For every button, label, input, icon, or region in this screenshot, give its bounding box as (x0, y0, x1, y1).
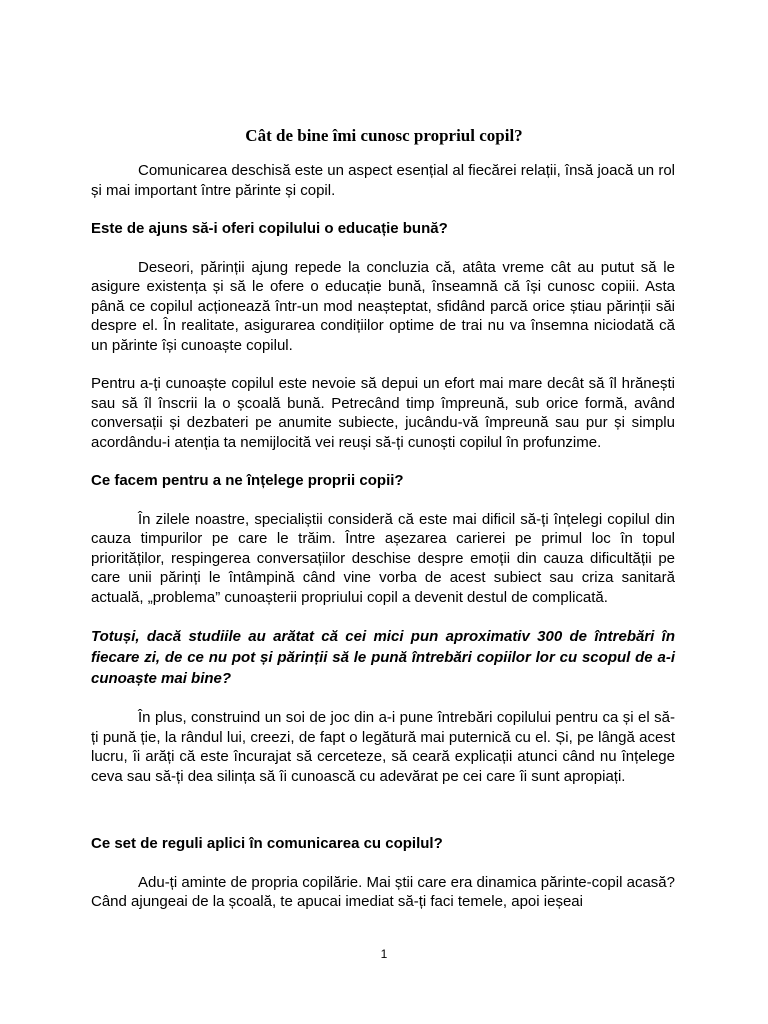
section-heading-2: Ce facem pentru a ne înțelege proprii copii? (91, 472, 404, 489)
paragraph-2: Pentru a-ți cunoaște copilul este nevoie să depui un efort mai mare decât să îl hrănești sau să îl înscrii la o școală bună. Petrecând timp împreună, sub orice formă, având conversații și dezbateri pe anumite subiecte, jucându-vă împreună sau pur și simplu acordându-i atenția ta nemijlocită vei reuși să-ți cunoști copilul în profunzime. (91, 375, 675, 451)
paragraph-intro: Comunicarea deschisă este un aspect esențial al fiecărei relații, însă joacă un rol și mai important între părinte și copil. (91, 162, 675, 199)
section-heading-1: Este de ajuns să-i oferi copilului o educație bună? (91, 220, 448, 237)
page-title: Cât de bine îmi cunosc propriul copil? (245, 126, 523, 145)
spacer (91, 805, 675, 834)
document-body (91, 161, 675, 931)
paragraph-5: Adu-ți aminte de propria copilărie. Mai știi care era dinamica părinte-copil acasă? Când ajungeai de la școală, te apucai imediat să-ți faci temele, apoi ieșeai (91, 873, 675, 910)
page-number: 1 (380, 947, 388, 961)
paragraph-4: În plus, construind un soi de joc din a-i pune întrebări copilului pentru ca și el să-ți pună ție, la rândul lui, creezi, de fapt o legătură mai puternică cu el. Și, pe lângă acest lucru, îi arăți că este încurajat să cerceteze, să ceară explicații atunci când nu înțelege ceva sau să-ți dea silința să îi cunoască cu adevărat pe cei care îi sunt apropiați. (91, 709, 675, 785)
paragraph-3: În zilele noastre, specialiștii consideră că este mai dificil să-ți înțelegi copilul din cauza timpurilor pe care le trăim. Între așezarea carierei pe primul loc în topul priorităților, respingerea conversațiilor deschise despre emoții din cauza dificultății pe care unii părinți le întâmpină când vine vorba de acest subiect sau criza sanitară actuală, „problema” cunoașterii propriului copil a devenit destul de complicată. (91, 510, 675, 606)
paragraph-1: Deseori, părinții ajung repede la concluzia că, atâta vreme cât au putut să le asigure existența și să le ofere o educație bună, înseamnă că își cunosc copiii. Asta până ce copilul acționează într-un mod neașteptat, sfidând parcă orice știau părinții săi despre el. În realitate, asigurarea condițiilor optime de trai nu va însemna niciodată că un părinte își cunoaște copilul. (91, 258, 675, 354)
section-heading-3: Ce set de reguli aplici în comunicarea cu copilul? (91, 835, 443, 852)
emphasis-paragraph: Totuși, dacă studiile au arătat că cei mici pun aproximativ 300 de întrebări în fiecare zi, de ce nu pot și părinții să le pună întrebări copiilor lor cu scopul de a-i cunoaște mai bine? (91, 628, 675, 687)
